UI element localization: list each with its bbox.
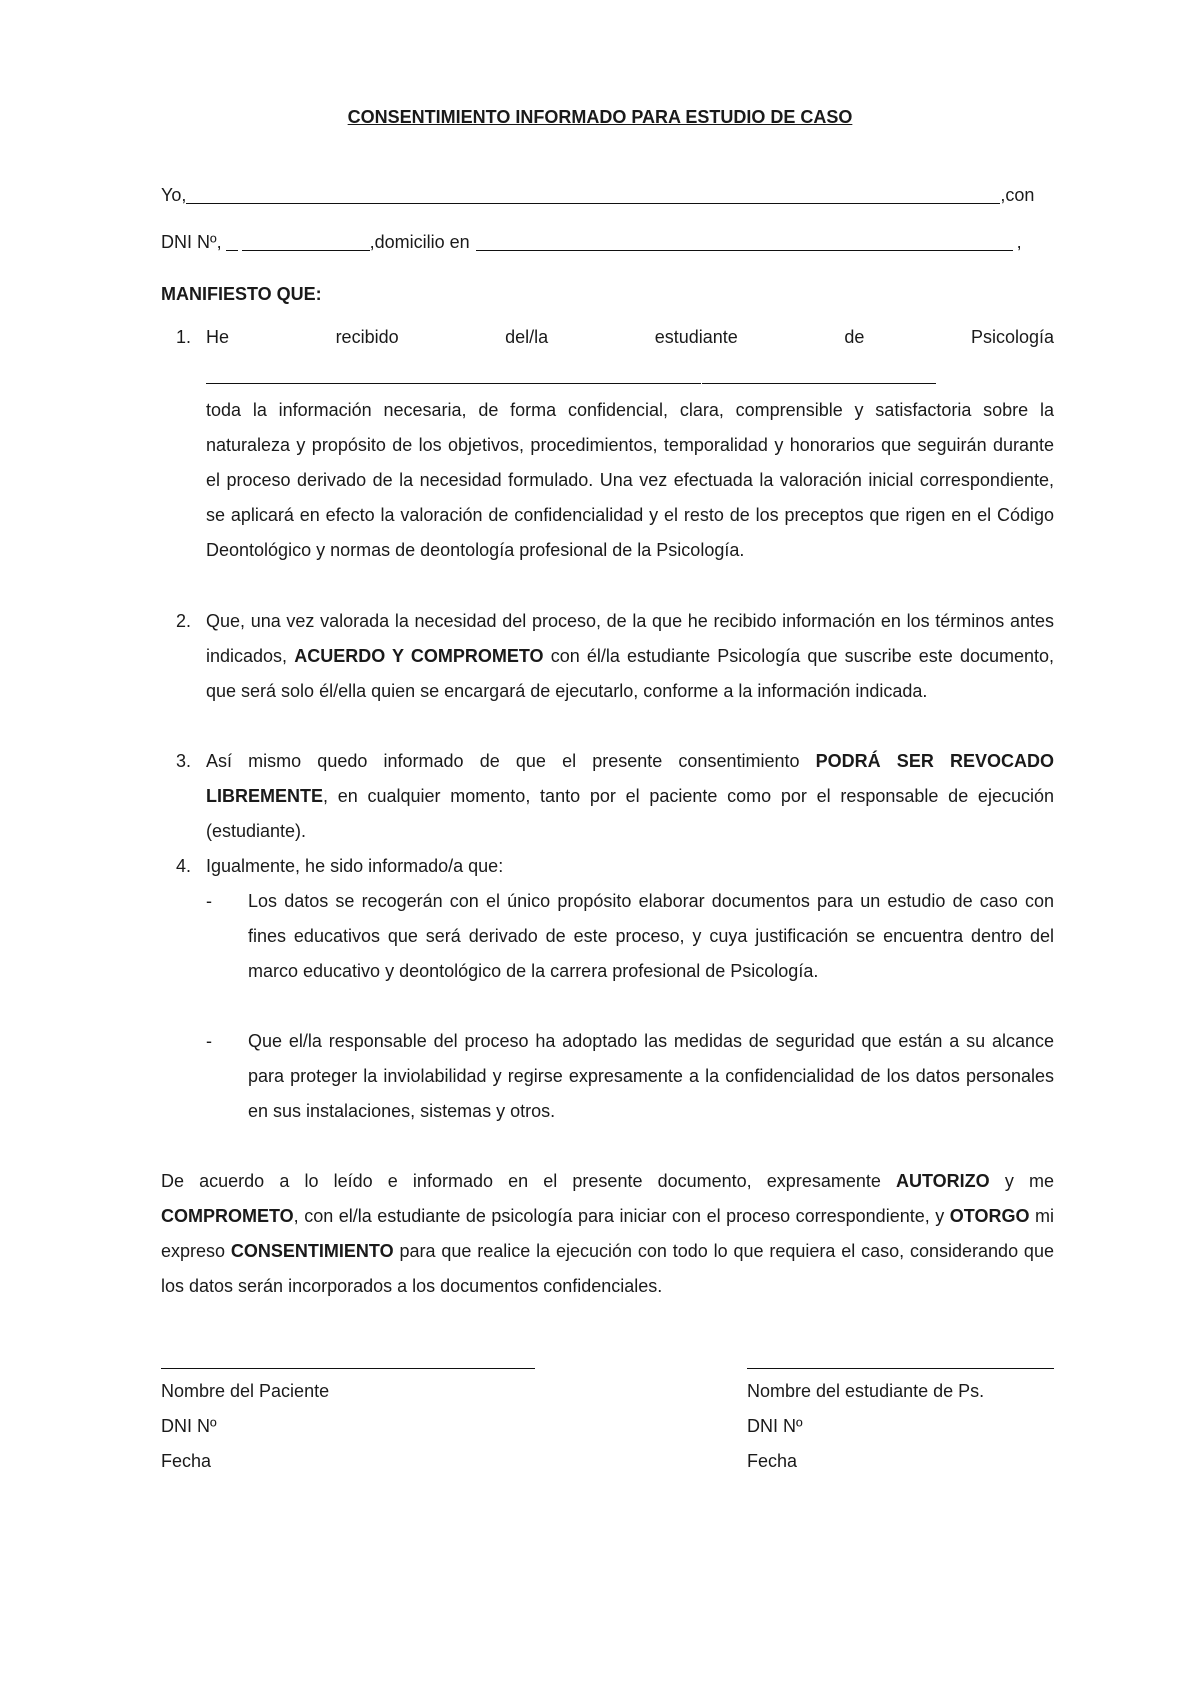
item-1-word: de	[844, 327, 865, 347]
student-name-label: Nombre del estudiante de Ps.	[747, 1381, 985, 1401]
item-4-number: 4.	[176, 856, 192, 876]
consentimiento-bold: CONSENTIMIENTO	[230, 1241, 394, 1261]
bullet-dash: -	[206, 891, 212, 911]
autorizo-bold: AUTORIZO	[896, 1171, 990, 1191]
item-3-number: 3.	[176, 751, 192, 771]
item-2-text	[206, 604, 1054, 709]
closing-text: De acuerdo a lo leído e informado en el presente documento, expresamente	[161, 1171, 881, 1191]
item-1-text: toda la información necesaria, de forma confidencial, clara, comprensible y satisfactoria sobre la naturaleza y propósito de los objetivos, procedimientos, temporalidad y honorarios que seguirán durante el proceso derivado de la necesidad formulado. Una vez efectuada la valoración inicial correspondiente, se aplicará en efecto la valoración de confidencialidad y el resto de los preceptos que rigen en el Código Deontológico y normas de deontología profesional de la Psicología.	[206, 400, 1054, 560]
con-label: ,con	[1000, 185, 1035, 205]
item-1-first-line	[206, 320, 1054, 355]
patient-signature-line[interactable]	[161, 1368, 535, 1369]
yo-label: Yo,	[161, 185, 187, 205]
item-4-text: Igualmente, he sido informado/a que:	[206, 856, 504, 876]
item-3-before: Así mismo quedo informado de que el presente consentimiento	[206, 751, 800, 771]
document-title: CONSENTIMIENTO INFORMADO PARA ESTUDIO DE CASO	[347, 107, 853, 127]
patient-dni-label: DNI Nº	[161, 1416, 217, 1436]
item-2-number: 2.	[176, 611, 192, 631]
student-date-label: Fecha	[747, 1451, 798, 1471]
student-dni-label: DNI Nº	[747, 1416, 803, 1436]
item-1-number: 1.	[176, 327, 192, 347]
item-2-after: con él/la estudiante Psicología que suscribe este documento, que será solo él/ella quien se encargará de ejecutarlo, conforme a la información indicada.	[206, 646, 1055, 701]
otorgo-bold: OTORGO	[949, 1206, 1030, 1226]
item-3-bold: PODRÁ SER REVOCADO LIBREMENTE	[206, 751, 1054, 806]
closing-text: , con el/la estudiante de psicología para iniciar con el proceso correspondiente, y	[293, 1206, 945, 1226]
item-3-text	[206, 744, 1054, 849]
item-1-word: recibido	[335, 327, 399, 347]
closing-text: para que realice la ejecución con todo lo que requiera el caso, considerando que los datos serán incorporados a los documentos confidenciales.	[161, 1241, 1054, 1296]
dni-label: DNI Nº,	[161, 232, 222, 252]
student-name-blank-2[interactable]	[702, 383, 936, 384]
dni-line	[161, 223, 1056, 253]
item-1-word: He	[206, 327, 230, 347]
closing-text: y me	[1004, 1171, 1054, 1191]
closing-paragraph	[161, 1164, 1054, 1304]
dni-blank-2[interactable]	[242, 232, 370, 251]
item-1-word: del/la	[505, 327, 549, 347]
name-line	[161, 176, 1056, 206]
address-blank[interactable]	[476, 232, 1013, 251]
manifiesto-heading: MANIFIESTO QUE:	[161, 284, 322, 304]
student-name-blank-1[interactable]	[206, 383, 701, 384]
bullet-dash: -	[206, 1031, 212, 1051]
dni-blank-1[interactable]	[226, 232, 238, 251]
item-2-bold: ACUERDO Y COMPROMETO	[294, 646, 544, 666]
closing-text: mi expreso	[161, 1206, 1054, 1261]
name-blank-1[interactable]	[186, 185, 642, 204]
bullet-1-text: Los datos se recogerán con el único propósito elaborar documentos para un estudio de caso con fines educativos que será derivado de este proceso, y cuya justificación se encuentra dentro del marco educativo y deontológico de la carrera profesional de Psicología.	[248, 891, 1054, 981]
name-blank-2[interactable]	[642, 185, 1000, 204]
bullet-2-text: Que el/la responsable del proceso ha adoptado las medidas de seguridad que están a su alcance para proteger la inviolabilidad y regirse expresamente a la confidencialidad de los datos personales en sus instalaciones, sistemas y otros.	[248, 1031, 1054, 1121]
student-signature-line[interactable]	[747, 1368, 1054, 1369]
address-comma: ,	[1016, 232, 1022, 252]
domicilio-label: ,domicilio en	[369, 232, 470, 252]
item-1-word: Psicología	[970, 327, 1054, 347]
item-3-after: , en cualquier momento, tanto por el paciente como por el responsable de ejecución (estudiante).	[206, 786, 1054, 841]
patient-name-label: Nombre del Paciente	[161, 1381, 330, 1401]
item-2-before: Que, una vez valorada la necesidad del proceso, de la que he recibido información en los términos antes indicados,	[206, 611, 1054, 666]
patient-date-label: Fecha	[161, 1451, 212, 1471]
item-1-word: estudiante	[654, 327, 738, 347]
comprometo-bold: COMPROMETO	[161, 1206, 294, 1226]
